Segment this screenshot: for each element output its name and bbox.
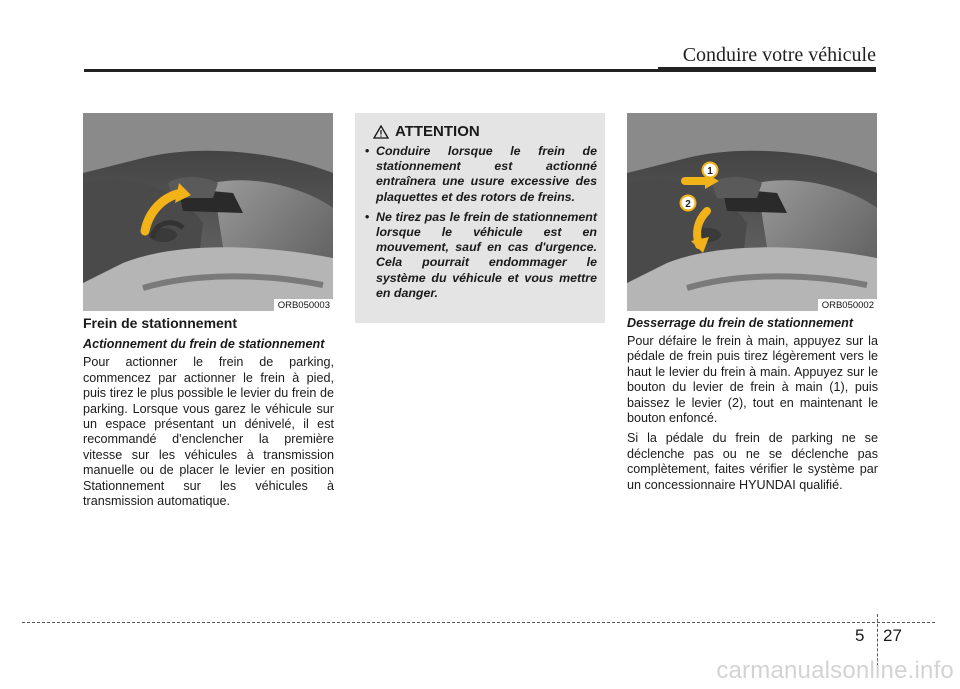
attention-list bbox=[365, 144, 597, 301]
figure-code: ORB050002 bbox=[818, 299, 877, 311]
attention-header bbox=[373, 123, 597, 140]
body-paragraph: Pour actionner le frein de parking, commencez par actionner le frein à pied, puis tirez le plus possible le levier du frein de parking. Lorsque vous garez le véhicule sur un espace présentant un dénivelé, il est recommandé d'enclencher la première vitesse sur les véhicules à transmission manuelle ou de placer le levier en position Stationnement sur les véhicules à transmission automatique. bbox=[83, 355, 334, 509]
warning-icon bbox=[373, 125, 389, 139]
callout-2: 2 bbox=[685, 199, 691, 210]
right-column bbox=[627, 316, 878, 498]
handbrake-apply-illustration bbox=[83, 113, 333, 311]
figure-code: ORB050003 bbox=[274, 299, 333, 311]
attention-item: • Conduire lorsque le frein de stationnement est actionné entraînera une usure excessive des plaquettes et des rotors de freins. bbox=[365, 144, 597, 205]
header-rule-accent bbox=[658, 67, 876, 72]
handbrake-release-photo bbox=[627, 113, 877, 311]
body-paragraph: Si la pédale du frein de parking ne se déclenche pas ou ne se déclenche pas complètement, faites vérifier le système par un concessionnaire HYUNDAI qualifié. bbox=[627, 431, 878, 492]
section-heading: Frein de stationnement bbox=[83, 315, 238, 331]
footer-rule bbox=[22, 622, 935, 623]
subsection-heading: Actionnement du frein de stationnement bbox=[83, 337, 325, 352]
attention-box bbox=[355, 113, 605, 323]
handbrake-apply-photo bbox=[83, 113, 333, 311]
page-number: 27 bbox=[883, 626, 902, 645]
page-header-title: Conduire votre véhicule bbox=[682, 44, 876, 66]
attention-title: ATTENTION bbox=[395, 123, 480, 140]
body-paragraph: Pour défaire le frein à main, appuyez sur la pédale de frein puis tirez légèrement vers le haut le levier du frein à main. Appuyez sur le bouton du levier de frein à main (1), puis baissez le levier (2), tout en maintenant le bouton enfoncé. bbox=[627, 334, 878, 426]
handbrake-release-illustration bbox=[627, 113, 877, 311]
left-column bbox=[83, 316, 334, 514]
chapter-number: 5 bbox=[855, 626, 865, 645]
callout-1: 1 bbox=[707, 166, 713, 177]
attention-item: • Ne tirez pas le frein de stationnement lorsque le véhicule est en mouvement, sauf en cas d'urgence. Cela pourrait endommager le système du véhicule et vous mettre en danger. bbox=[365, 210, 597, 301]
subsection-heading: Desserrage du frein de stationnement bbox=[627, 316, 854, 330]
watermark: carmanualsonline.info bbox=[716, 657, 954, 684]
